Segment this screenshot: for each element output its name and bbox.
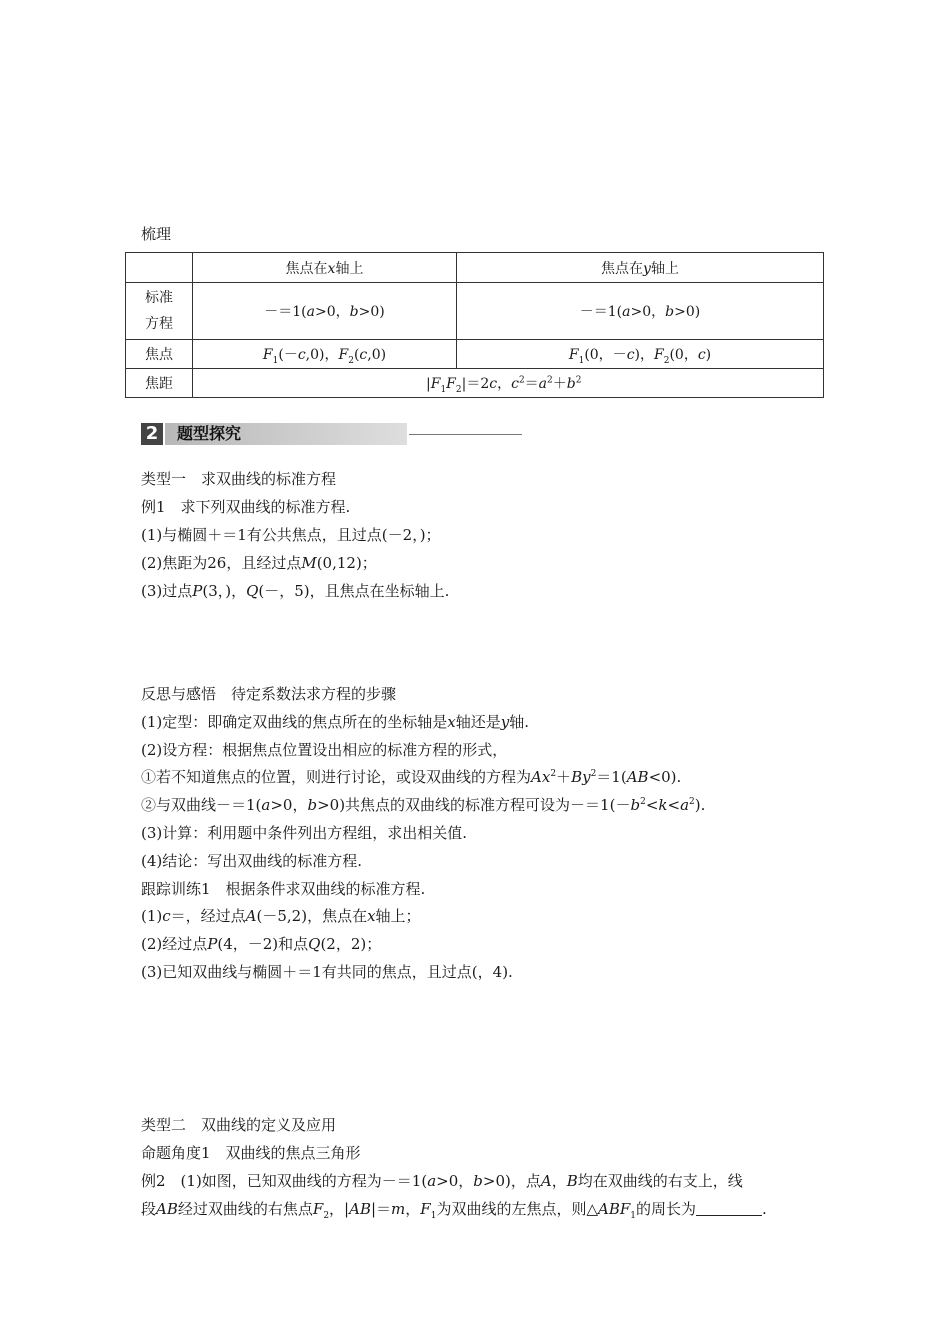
reflection-step-1: (1)定型：即确定双曲线的焦点所在的坐标轴是x轴还是y轴. — [141, 713, 529, 731]
tracking-exercise-2: (2)经过点P(4，－2)和点Q(2，2)； — [141, 935, 382, 953]
example-2-line-2: 段AB经过双曲线的右焦点$F_2$，|AB|＝m，$F_1$为双曲线的左焦点，则$\triangle ABF_1$的周长为 . — [141, 1200, 767, 1221]
reflection-step-2: (2)设方程：根据焦点位置设出相应的标准方程的形式， — [141, 741, 508, 759]
hyperbola-summary-table — [125, 252, 824, 398]
reflection-heading: 反思与感悟 待定系数法求方程的步骤 — [141, 685, 397, 703]
row-head-focal-distance: 焦距 — [126, 369, 193, 398]
example-1-part-1: (1)与椭圆＋＝1有公共焦点，且过点(－2，)； — [141, 526, 441, 544]
section-title: 题型探究 — [177, 424, 242, 443]
answer-blank — [696, 1201, 762, 1216]
tracking-exercise-3: (3)已知双曲线与椭圆＋＝1有共同的焦点，且过点(，4). — [141, 963, 513, 981]
section-header — [141, 421, 522, 447]
reflection-step-2b: ②与双曲线－＝1(a>0，b>0)共焦点的双曲线的标准方程可设为$-=1(-b^2<k<a^2)$. — [141, 796, 706, 814]
cell-focal-distance: $|F_1F_2|=2c$，$c^2=a^2+b^2$ — [193, 369, 824, 398]
reflection-step-2a: ①若不知道焦点的位置，则进行讨论，或设双曲线的方程为$Ax^2+By^2=1(AB<0)$. — [141, 768, 682, 786]
reflection-step-3: (3)计算：利用题中条件列出方程组，求出相关值. — [141, 824, 468, 842]
cell-equation-y: －＝1(a>0，b>0) — [457, 283, 824, 340]
heading-type-one: 类型一 求双曲线的标准方程 — [141, 470, 337, 488]
example-1-part-3: (3)过点P(3，)，Q(－，5)，且焦点在坐标轴上. — [141, 582, 450, 600]
table-corner-cell — [126, 253, 193, 283]
row-head-standard-equation: 标准 方程 — [126, 283, 193, 340]
example-1: 例1 求下列双曲线的标准方程. — [141, 498, 351, 516]
example-1-part-2: (2)焦距为26，且经过点M(0,12)； — [141, 554, 377, 572]
reflection-step-4: (4)结论：写出双曲线的标准方程. — [141, 852, 363, 870]
heading-type-two: 类型二 双曲线的定义及应用 — [141, 1116, 337, 1134]
header-focus-y: 焦点在y轴上 — [457, 253, 824, 283]
tracking-exercise-1: (1)c＝，经过点A(－5,2)，焦点在x轴上； — [141, 907, 421, 925]
example-2-line-1: 例2 (1)如图，已知双曲线的方程为－＝1(a>0，b>0)，点A，B均在双曲线的右支上，线 — [141, 1172, 743, 1190]
summary-label: 梳理 — [141, 225, 172, 243]
header-focus-x: 焦点在x轴上 — [193, 253, 457, 283]
cell-foci-x: $F_1(-c,0)$，$F_2(c,0)$ — [193, 340, 457, 369]
tracking-exercise-heading: 跟踪训练1 根据条件求双曲线的标准方程. — [141, 880, 426, 898]
section-number-badge: 2 — [141, 423, 163, 445]
cell-foci-y: $F_1(0$，－c)，$F_2(0$，c) — [457, 340, 824, 369]
row-head-focus: 焦点 — [126, 340, 193, 369]
proposition-angle-1: 命题角度1 双曲线的焦点三角形 — [141, 1144, 361, 1162]
section-divider — [409, 434, 522, 435]
cell-equation-x: －＝1(a>0，b>0) — [193, 283, 457, 340]
